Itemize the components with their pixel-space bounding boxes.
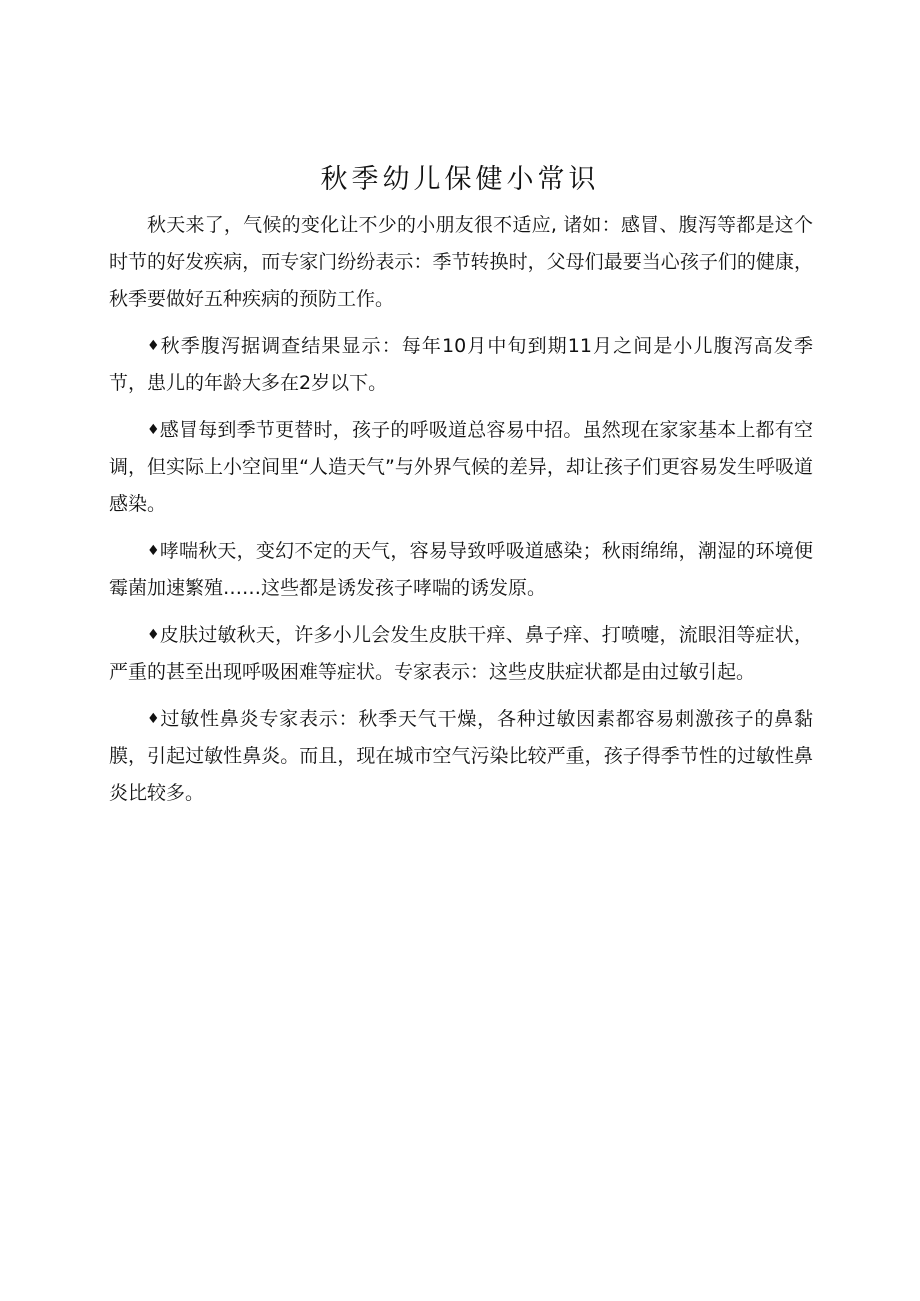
paragraph-text: 秋天来了，气候的变化让不少的小朋友很不适应, 诸如：感冒、腹泻等都是这个时节的好发疾病，而专家门纷纷表示：季节转换时，父母们最要当心孩子们的健康，秋季要做好五种疾病的预防工作。 <box>109 214 813 310</box>
paragraph-text: 过敏性鼻炎专家表示：秋季天气干燥，各种过敏因素都容易刺激孩子的鼻黏膜，引起过敏性鼻炎。而且，现在城市空气污染比较严重，孩子得季节性的过敏性鼻炎比较多。 <box>109 708 813 804</box>
diamond-bullet-icon: ♦ <box>147 543 160 559</box>
paragraph-text: 皮肤过敏秋天，许多小儿会发生皮肤干痒、鼻子痒、打喷嚏，流眼泪等症状，严重的甚至出现呼吸困难等症状。专家表示：这些皮肤症状都是由过敏引起。 <box>109 624 813 683</box>
document-title: 秋季幼儿保健小常识 <box>320 164 600 195</box>
autumn-diarrhea-paragraph <box>109 328 813 402</box>
diamond-bullet-icon: ♦ <box>147 422 160 438</box>
asthma-paragraph <box>109 533 813 607</box>
intro-paragraph <box>109 207 813 318</box>
diamond-bullet-icon: ♦ <box>147 338 161 354</box>
cold-paragraph <box>109 412 813 523</box>
diamond-bullet-icon: ♦ <box>147 711 161 727</box>
diamond-bullet-icon: ♦ <box>147 627 160 643</box>
skin-allergy-paragraph <box>109 617 813 691</box>
paragraph-text: 秋季腹泻据调查结果显示：每年10月中旬到期11月之间是小儿腹泻高发季节，患儿的年龄大多在2岁以下。 <box>109 335 813 394</box>
paragraph-text: 感冒每到季节更替时，孩子的呼吸道总容易中招。虽然现在家家基本上都有空调，但实际上小空间里“人造天气”与外界气候的差异，却让孩子们更容易发生呼吸道感染。 <box>109 419 813 515</box>
allergic-rhinitis-paragraph <box>109 701 813 812</box>
document-body <box>109 207 813 822</box>
paragraph-text: 哮喘秋天，变幻不定的天气，容易导致呼吸道感染；秋雨绵绵，潮湿的环境便霉菌加速繁殖……这些都是诱发孩子哮喘的诱发原。 <box>109 540 813 599</box>
